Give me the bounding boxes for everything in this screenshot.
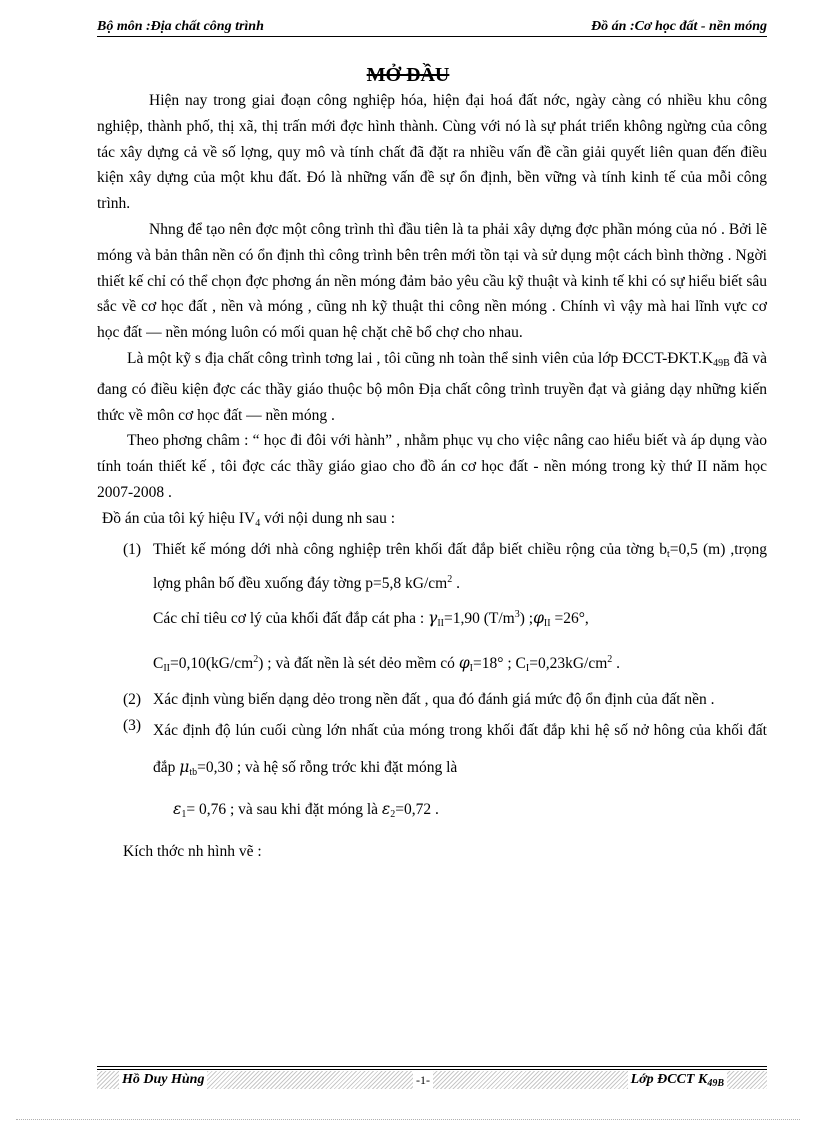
gamma-sub: II (437, 618, 444, 630)
footer-class (628, 1071, 727, 1093)
paragraph-student-text-a: Là một kỹ s địa chất công trình tơng lai , tôi cũng nh toàn thể sinh viên của lớp ĐCCT-ĐKT.K (127, 349, 714, 367)
document-body (97, 88, 767, 865)
page-footer (97, 1071, 767, 1089)
gamma-unit-sup: 3 (514, 609, 520, 621)
paragraph-student (97, 346, 767, 428)
header-department: Bộ môn :Địa chất công trình (97, 19, 264, 34)
item-1-sub-t: t (667, 548, 670, 560)
page-title: MỞ ĐẦU (366, 64, 450, 86)
mu-sub: tb (189, 766, 198, 778)
item-1-line-1 (153, 537, 767, 598)
cohesion-sub-2: I (525, 663, 530, 675)
list-item-3 (97, 713, 767, 833)
gamma-close: ) ; (519, 610, 534, 628)
footer-class-sub: 49B (707, 1078, 724, 1089)
item-3-line-2 (153, 791, 767, 833)
epsilon-value-1: = 0,76 ; và sau khi đặt móng là (186, 800, 382, 818)
paragraph-intro: Hiện nay trong giai đoạn công nghiệp hóa, hiện đại hoá đất nớc, ngày càng có nhiều khu công nghiệp, thành phố, thị xã, thị trấn mới đợc hình thành. Cùng với nó là sự phát triển không ngừng của công tác xây dựng cả về số lợng, quy mô và tính chất đã đặt ra nhiều vấn đề cần giải quyết liên quan đến điều kiện xây dựng của một khu đất. Đó là những vấn đề sự ổn định, bền vững và tính kinh tế của mỗi công trình. (97, 92, 767, 213)
list-item-number: (1) (123, 540, 142, 558)
cohesion-symbol: C (153, 655, 164, 673)
item-3-text-b: =0,30 ; và hệ số rỗng trớc khi đặt móng là (197, 758, 458, 776)
epsilon-symbol: ε (173, 799, 182, 818)
gamma-value: =1,90 (T/m (443, 610, 515, 628)
footer-class-text: Lớp ĐCCT K (630, 1072, 708, 1087)
phi-value: =26°, (550, 610, 589, 628)
phi-sub: II (543, 618, 551, 630)
epsilon-sub-2: 2 (390, 808, 396, 820)
paragraph-dimensions: Kích thớc nh hình vẽ : (123, 842, 262, 860)
item-1-line-2 (153, 597, 767, 642)
phi-sub-2: I (469, 663, 474, 675)
cohesion-value: =0,10(kG/cm (170, 655, 254, 673)
epsilon-symbol-2: ε (381, 799, 391, 818)
list-item-number: (3) (123, 716, 142, 734)
item-3-text-a: Xác định độ lún cuối cùng lớn nhất của móng trong khối đất đắp khi hệ số nở hông của khối đất đắp (153, 721, 767, 776)
assignment-text-a: Đồ án của tôi ký hiệu IV (102, 509, 256, 527)
list-item-number: (2) (123, 691, 142, 709)
footer-rule-2 (97, 1069, 767, 1070)
item-1-sup: 2 (447, 574, 453, 586)
item-2-text: Xác định vùng biến dạng dẻo trong nền đất , qua đó đánh giá mức độ ổn định của đất nền . (153, 691, 715, 709)
page-number: -1- (413, 1071, 433, 1089)
page-header (97, 18, 767, 36)
class-subscript: 49B (713, 357, 730, 369)
cohesion-value-2: =0,23kG/cm (529, 655, 608, 673)
paragraph-foundation: Nhng để tạo nên đợc một công trình thì đầu tiên là ta phải xây dựng đợc phần móng của nó . Bởi lẽ móng và bản thân nền có ổn định thì công trình bên trên mới tồn tại và sử dụng một cách bình thờng . Ngời thiết kế chỉ có thể chọn đợc phơng án nền móng đảm bảo yêu cầu kỹ thuật và kinh tế khi có sự hiểu biết sâu sắc về cơ học đất , nền và móng , cũng nh kỹ thuật thi công nền móng . Chính vì vậy mà hai lĩnh vực cơ học đất — nền móng luôn có mối quan hệ chặt chẽ bổ chợ cho nhau. (97, 220, 767, 342)
assignment-subscript: 4 (255, 517, 261, 529)
mu-symbol: μ (179, 757, 190, 776)
page-edge (16, 1119, 800, 1120)
item-1-text-a: Thiết kế móng dới nhà công nghiệp trên khối đất đắp biết chiều rộng của tờng b (153, 540, 668, 558)
phi-symbol: φ (533, 609, 544, 628)
soil-description: ) ; và đất nền là sét dẻo mềm có (258, 655, 459, 673)
list-item-1 (97, 537, 767, 688)
item-1-props-label: Các chỉ tiêu cơ lý của khối đất đắp cát pha : (153, 610, 429, 628)
header-project: Đồ án :Cơ học đất - nền móng (591, 19, 767, 34)
item-1-end: . (612, 655, 621, 673)
footer-author: Hồ Duy Hùng (119, 1071, 207, 1089)
list-item-2 (97, 687, 767, 713)
header-rule (97, 36, 767, 37)
paragraph-assignment (97, 506, 767, 537)
epsilon-sub-1: 1 (181, 808, 187, 820)
item-3-line-1 (153, 713, 767, 791)
phi-symbol-2: φ (458, 654, 470, 673)
assignment-text-b: với nội dung nh sau : (260, 509, 396, 527)
paragraph-student-text-b: đã và đang có điều kiện đợc các thầy giáo thuộc bộ môn Địa chất công trình truyền đạt và giảng dạy những kiến thức về môn cơ học đất — nền móng . (97, 349, 767, 424)
gamma-symbol: γ (428, 609, 438, 628)
footer-rule (97, 1066, 767, 1067)
phi-value-2: =18° ; C (473, 655, 526, 673)
item-1-text-b: =0,5 (m) ,trọng lợng phân bố đều xuống đáy tờng p=5,8 kG/cm (153, 540, 768, 593)
item-1-line-3 (153, 642, 767, 687)
item-1-text-end: . (452, 575, 460, 593)
epsilon-value-2: =0,72 . (395, 800, 439, 818)
cohesion-sub: II (163, 663, 171, 675)
paragraph-motto: Theo phơng châm : “ học đi đôi với hành” , nhằm phục vụ cho việc nâng cao hiểu biết và áp dụng vào tính toán thiết kế , tôi đợc các thầy giáo giao cho đồ án cơ học đất - nền móng trong kỳ thứ II năm học 2007-2008 . (97, 432, 767, 501)
cohesion-unit-sup: 2 (253, 654, 259, 666)
cohesion-unit-sup-2: 2 (607, 654, 613, 666)
